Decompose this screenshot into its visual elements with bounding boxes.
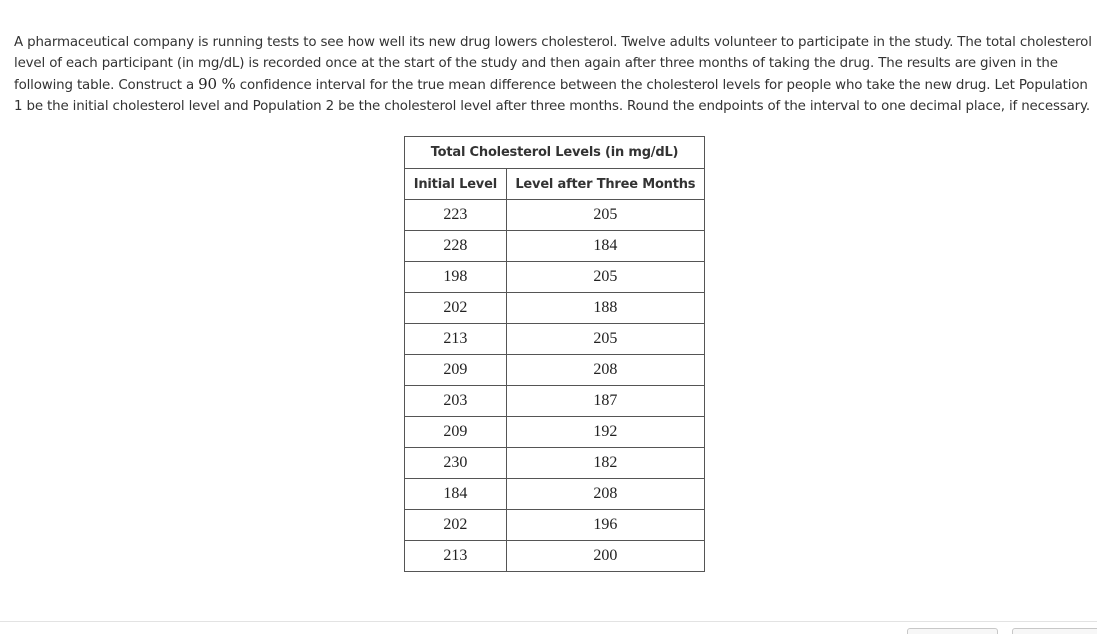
table-row [405, 386, 705, 417]
table-row [405, 448, 705, 479]
table-row [405, 324, 705, 355]
column-header-initial: Initial Level [405, 169, 507, 200]
table-row [405, 355, 705, 386]
problem-statement [14, 33, 1092, 117]
initial-level-cell: 202 [405, 510, 507, 541]
after-level-cell: 192 [506, 417, 704, 448]
table-row [405, 231, 705, 262]
after-level-cell: 184 [506, 231, 704, 262]
after-level-cell: 205 [506, 262, 704, 293]
initial-level-cell: 230 [405, 448, 507, 479]
after-level-cell: 182 [506, 448, 704, 479]
initial-level-cell: 209 [405, 417, 507, 448]
confidence-level: 90 % [198, 75, 236, 94]
initial-level-cell: 198 [405, 262, 507, 293]
initial-level-cell: 213 [405, 541, 507, 572]
problem-text-before: A pharmaceutical company is running tests to see how well its new drug lowers cholesterol. Twelve adults volunteer to participate in the study. The total cholesterol level of each participant (in mg/dL) is recorded once at the start of the study and then again after three months of taking the drug. The results are given in the following table. Construct a [14, 35, 1092, 94]
footer-button-right[interactable] [1012, 628, 1097, 634]
after-level-cell: 208 [506, 479, 704, 510]
footer-divider [0, 621, 1097, 622]
problem-text-after: confidence interval for the true mean difference between the cholesterol levels for people who take the new drug. Let Population 1 be the initial cholesterol level and Population 2 be the cholesterol level after three months. Round the endpoints of the interval to one decimal place, if necessary. [14, 78, 1090, 114]
table-row [405, 262, 705, 293]
after-level-cell: 196 [506, 510, 704, 541]
initial-level-cell: 209 [405, 355, 507, 386]
column-header-after: Level after Three Months [506, 169, 704, 200]
initial-level-cell: 213 [405, 324, 507, 355]
table-row [405, 479, 705, 510]
after-level-cell: 205 [506, 324, 704, 355]
table-title: Total Cholesterol Levels (in mg/dL) [405, 137, 705, 169]
after-level-cell: 200 [506, 541, 704, 572]
initial-level-cell: 223 [405, 200, 507, 231]
table-row [405, 510, 705, 541]
after-level-cell: 208 [506, 355, 704, 386]
table-row [405, 417, 705, 448]
initial-level-cell: 228 [405, 231, 507, 262]
after-level-cell: 205 [506, 200, 704, 231]
initial-level-cell: 202 [405, 293, 507, 324]
after-level-cell: 188 [506, 293, 704, 324]
table-row [405, 200, 705, 231]
cholesterol-table [404, 136, 705, 572]
after-level-cell: 187 [506, 386, 704, 417]
table-row [405, 293, 705, 324]
initial-level-cell: 203 [405, 386, 507, 417]
initial-level-cell: 184 [405, 479, 507, 510]
table-row [405, 541, 705, 572]
footer-button-left[interactable] [907, 628, 998, 634]
